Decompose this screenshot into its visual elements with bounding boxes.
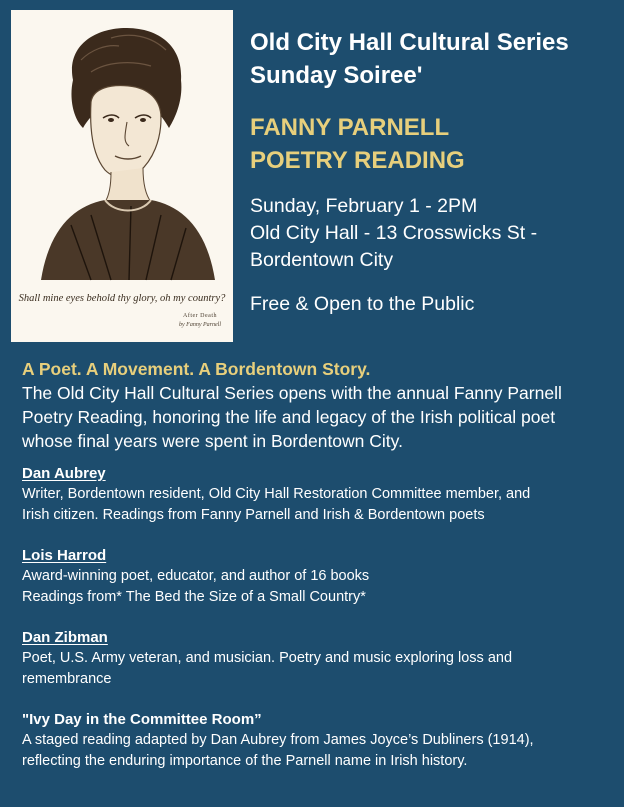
series-title bbox=[250, 26, 616, 92]
performer-bio-line: Readings from* The Bed the Size of a Small Country* bbox=[22, 589, 366, 605]
performer-dan-zibman bbox=[22, 627, 616, 690]
event-details bbox=[250, 193, 616, 274]
performer-bio-line: Award-winning poet, educator, and author of 16 books bbox=[22, 568, 370, 584]
performer-lois-harrod bbox=[22, 545, 616, 608]
performer-bio-line: Writer, Bordentown resident, Old City Hall Restoration Committee member, and bbox=[22, 486, 531, 502]
event-title bbox=[250, 111, 616, 177]
portrait-attribution bbox=[179, 312, 221, 330]
portrait-illustration bbox=[11, 10, 233, 342]
performer-name: Dan Zibman bbox=[22, 629, 108, 646]
portrait-caption: Shall mine eyes behold thy glory, oh my country? bbox=[18, 293, 226, 304]
staged-reading-description bbox=[22, 730, 616, 772]
event-venue-line1: Old City Hall - 13 Crosswicks St - bbox=[250, 222, 538, 244]
tagline: A Poet. A Movement. A Bordentown Story. bbox=[22, 359, 371, 379]
event-date: Sunday, February 1 - 2PM bbox=[250, 195, 478, 217]
event-description bbox=[22, 357, 616, 772]
performer-name: Dan Aubrey bbox=[22, 465, 106, 482]
performer-dan-aubrey bbox=[22, 463, 616, 526]
performer-name: Lois Harrod bbox=[22, 547, 107, 564]
intro-paragraph bbox=[22, 381, 616, 453]
event-venue-line2: Bordentown City bbox=[250, 249, 394, 271]
performer-bio bbox=[22, 566, 616, 608]
attribution-title: After Death bbox=[183, 313, 217, 319]
performer-bio bbox=[22, 484, 616, 526]
intro-line: Poetry Reading, honoring the life and legacy of the Irish political poet bbox=[22, 407, 556, 427]
event-title-line2: POETRY READING bbox=[250, 147, 465, 174]
event-title-line1: FANNY PARNELL bbox=[250, 114, 450, 141]
series-title-line2: Sunday Soiree' bbox=[250, 62, 423, 89]
intro-line: The Old City Hall Cultural Series opens with the annual Fanny Parnell bbox=[22, 383, 562, 403]
series-title-line1: Old City Hall Cultural Series bbox=[250, 29, 569, 56]
intro-line: whose final years were spent in Bordentown City. bbox=[22, 431, 403, 451]
performer-bio bbox=[22, 648, 616, 690]
staged-reading-line: reflecting the enduring importance of the Parnell name in Irish history. bbox=[22, 753, 468, 769]
performer-bio-line: remembrance bbox=[22, 671, 112, 687]
attribution-author: by Fanny Parnell bbox=[179, 322, 221, 328]
performer-bio-line: Irish citizen. Readings from Fanny Parnell and Irish & Bordentown poets bbox=[22, 507, 485, 523]
performer-bio-line: Poet, U.S. Army veteran, and musician. Poetry and music exploring loss and bbox=[22, 650, 513, 666]
event-header bbox=[250, 26, 616, 318]
staged-reading-line: A staged reading adapted by Dan Aubrey from James Joyce’s Dubliners (1914), bbox=[22, 732, 534, 748]
event-admission: Free & Open to the Public bbox=[250, 293, 475, 315]
staged-reading-title: "Ivy Day in the Committee Room” bbox=[22, 711, 262, 728]
